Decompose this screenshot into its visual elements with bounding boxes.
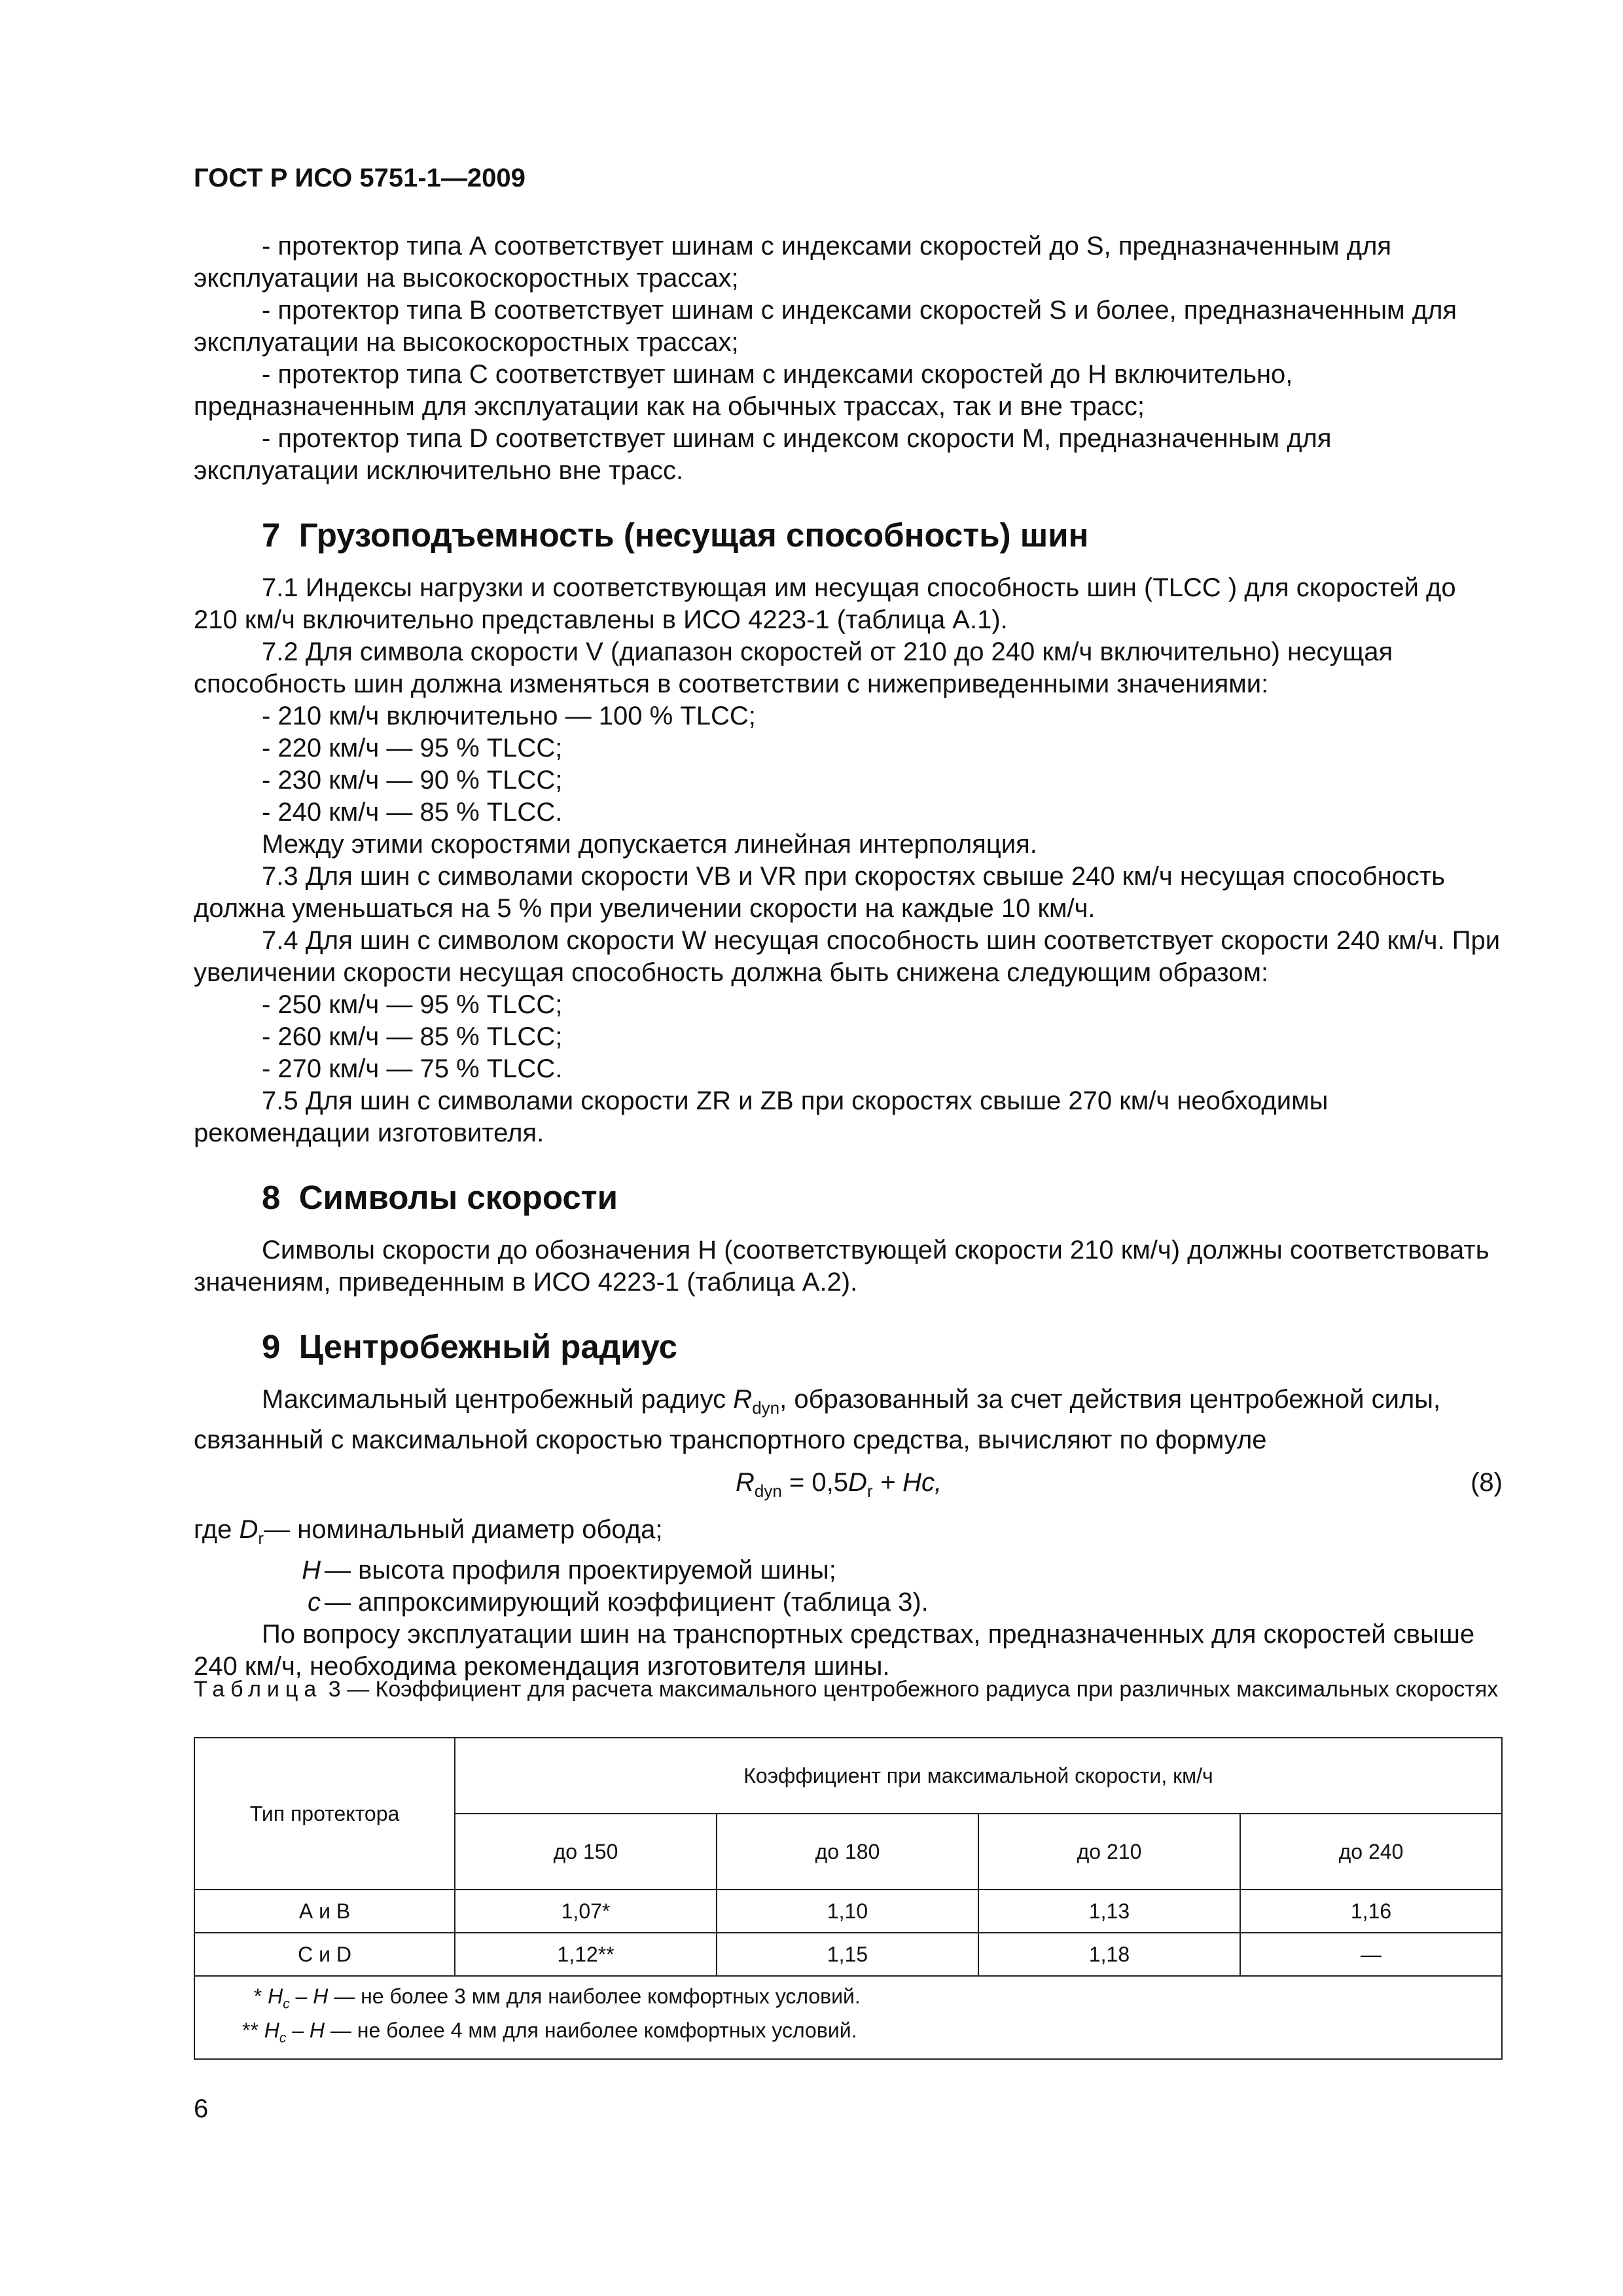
list-item: - 230 км/ч — 90 % TLCC; — [262, 766, 563, 795]
table-cell-type: С и D — [194, 1933, 455, 1976]
section-number: 8 — [262, 1179, 281, 1216]
table-row — [194, 1890, 1502, 1933]
table-caption: Таблица 3 — Коэффициент для расчета максимального центробежного радиуса при различных максимальных скоростях — [194, 1677, 1499, 1702]
list-item: - 240 км/ч — 85 % TLCC. — [262, 798, 563, 827]
where-word: где — [194, 1515, 232, 1544]
section-title: Символы скорости — [298, 1179, 618, 1216]
where-row: где $D_r$ — номинальный диаметр обода; — [194, 1514, 1503, 1554]
where-row: H — высота профиля проектируемой шины; — [302, 1556, 836, 1585]
section-number: 9 — [262, 1328, 281, 1365]
paragraph-7-3: 7.3 Для шин с символами скорости VB и VR при скоростях свыше 240 км/ч несущая способность должна уменьшаться на 5 % при увеличении скорости на каждые 10 км/ч. — [194, 862, 1446, 923]
page-content — [194, 230, 1503, 1683]
table-note: * $H_c$ – H — не более 3 мм для наиболее комфортных условий. — [253, 1984, 861, 2012]
section-7-heading — [194, 516, 1503, 555]
table-header-speed: до 180 — [717, 1814, 978, 1890]
paragraph-9-end: По вопросу эксплуатации шин на транспортных средствах, предназначенных для скоростей свыше 240 км/ч, необходима рекомендация изготовителя шины. — [194, 1620, 1475, 1681]
paragraph-8: Символы скорости до обозначения Н (соответствующей скорости 210 км/ч) должны соответствовать значениям, приведенным в ИСО 4223-1 (таблица А.2). — [194, 1236, 1489, 1297]
section-title: Грузоподъемность (несущая способность) шин — [298, 516, 1089, 554]
table-cell: 1,12** — [455, 1933, 717, 1976]
paragraph-7-1: 7.1 Индексы нагрузки и соответствующая им несущая способность шин (TLCC ) для скоростей до 210 км/ч включительно представлены в ИСО 4223-1 (таблица А.1). — [194, 573, 1456, 634]
formula-text: $R_{dyn} = 0,5D_r + Hc$, — [736, 1468, 942, 1501]
interpolation-note: Между этими скоростями допускается линейная интерполяция. — [262, 830, 1037, 859]
symbol-r: R — [733, 1385, 753, 1414]
paragraph-7-5: 7.5 Для шин с символами скорости ZR и ZB при скоростях свыше 270 км/ч необходимы рекомендации изготовителя. — [194, 1086, 1329, 1147]
table-header-speed: до 210 — [978, 1814, 1240, 1890]
table-header-speed: до 240 — [1240, 1814, 1502, 1890]
table-notes-row — [194, 1976, 1502, 2059]
table-note: ** $H_c$ – H — не более 4 мм для наиболее комфортных условий. — [242, 2018, 857, 2046]
table-cell: 1,13 — [978, 1890, 1240, 1933]
intro-item: - протектор типа С соответствует шинам с индексами скоростей до Н включительно, предназначенным для эксплуатации как на обычных трассах, так и вне трасс; — [194, 360, 1293, 421]
coefficient-table — [194, 1737, 1503, 2060]
table-cell: 1,15 — [717, 1933, 978, 1976]
table-row — [194, 1933, 1502, 1976]
paragraph-7-4: 7.4 Для шин с символом скорости W несущая способность шин соответствует скорости 240 км/ч. При увеличении скорости несущая способность должна быть снижена следующим образом: — [194, 926, 1501, 987]
paragraph-7-2: 7.2 Для символа скорости V (диапазон скоростей от 210 до 240 км/ч включительно) несущая способность шин должна изменяться в соответствии с нижеприведенными значениями: — [194, 637, 1393, 698]
page-number: 6 — [194, 2094, 209, 2123]
document-header: ГОСТ Р ИСО 5751-1—2009 — [194, 164, 526, 192]
table-header-type: Тип протектора — [194, 1738, 455, 1890]
where-row: c — аппроксимирующий коэффициент (таблица 3). — [308, 1588, 929, 1617]
table-notes — [194, 1976, 1502, 2059]
section-title: Центробежный радиус — [298, 1328, 677, 1365]
table-cell: 1,07* — [455, 1890, 717, 1933]
section-9-heading — [194, 1327, 1503, 1367]
table-cell: 1,16 — [1240, 1890, 1502, 1933]
table-header-speed: до 150 — [455, 1814, 717, 1890]
formula-8 — [194, 1463, 1503, 1502]
table-cell: 1,18 — [978, 1933, 1240, 1976]
intro-item: - протектор типа D соответствует шинам с индексом скорости М, предназначенным для эксплуатации исключительно вне трасс. — [194, 424, 1332, 485]
list-item: - 260 км/ч — 85 % TLCC; — [262, 1022, 563, 1051]
paragraph-9: Максимальный центробежный радиус $R_{dyn}$, образованный за счет действия центробежной силы, связанный с максимальной скоростью транспортного средства, вычисляют по формуле — [194, 1385, 1441, 1454]
intro-item: - протектор типа А соответствует шинам с индексами скоростей до S, предназначенным для эксплуатации на высокоскоростных трассах; — [194, 232, 1392, 293]
formula-number: (8) — [1471, 1468, 1503, 1497]
table-cell: 1,10 — [717, 1890, 978, 1933]
table-cell: — — [1240, 1933, 1502, 1976]
list-item: - 220 км/ч — 95 % TLCC; — [262, 734, 563, 762]
list-item: - 210 км/ч включительно — 100 % TLCC; — [262, 702, 756, 730]
list-item: - 270 км/ч — 75 % TLCC. — [262, 1054, 563, 1083]
list-item: - 250 км/ч — 95 % TLCC; — [262, 990, 563, 1019]
section-8-heading — [194, 1178, 1503, 1217]
section-number: 7 — [262, 516, 281, 554]
intro-item: - протектор типа В соответствует шинам с индексами скоростей S и более, предназначенным для эксплуатации на высокоскоростных трассах; — [194, 296, 1457, 357]
table-header-group: Коэффициент при максимальной скорости, км/ч — [455, 1738, 1502, 1814]
table-cell-type: А и В — [194, 1890, 455, 1933]
